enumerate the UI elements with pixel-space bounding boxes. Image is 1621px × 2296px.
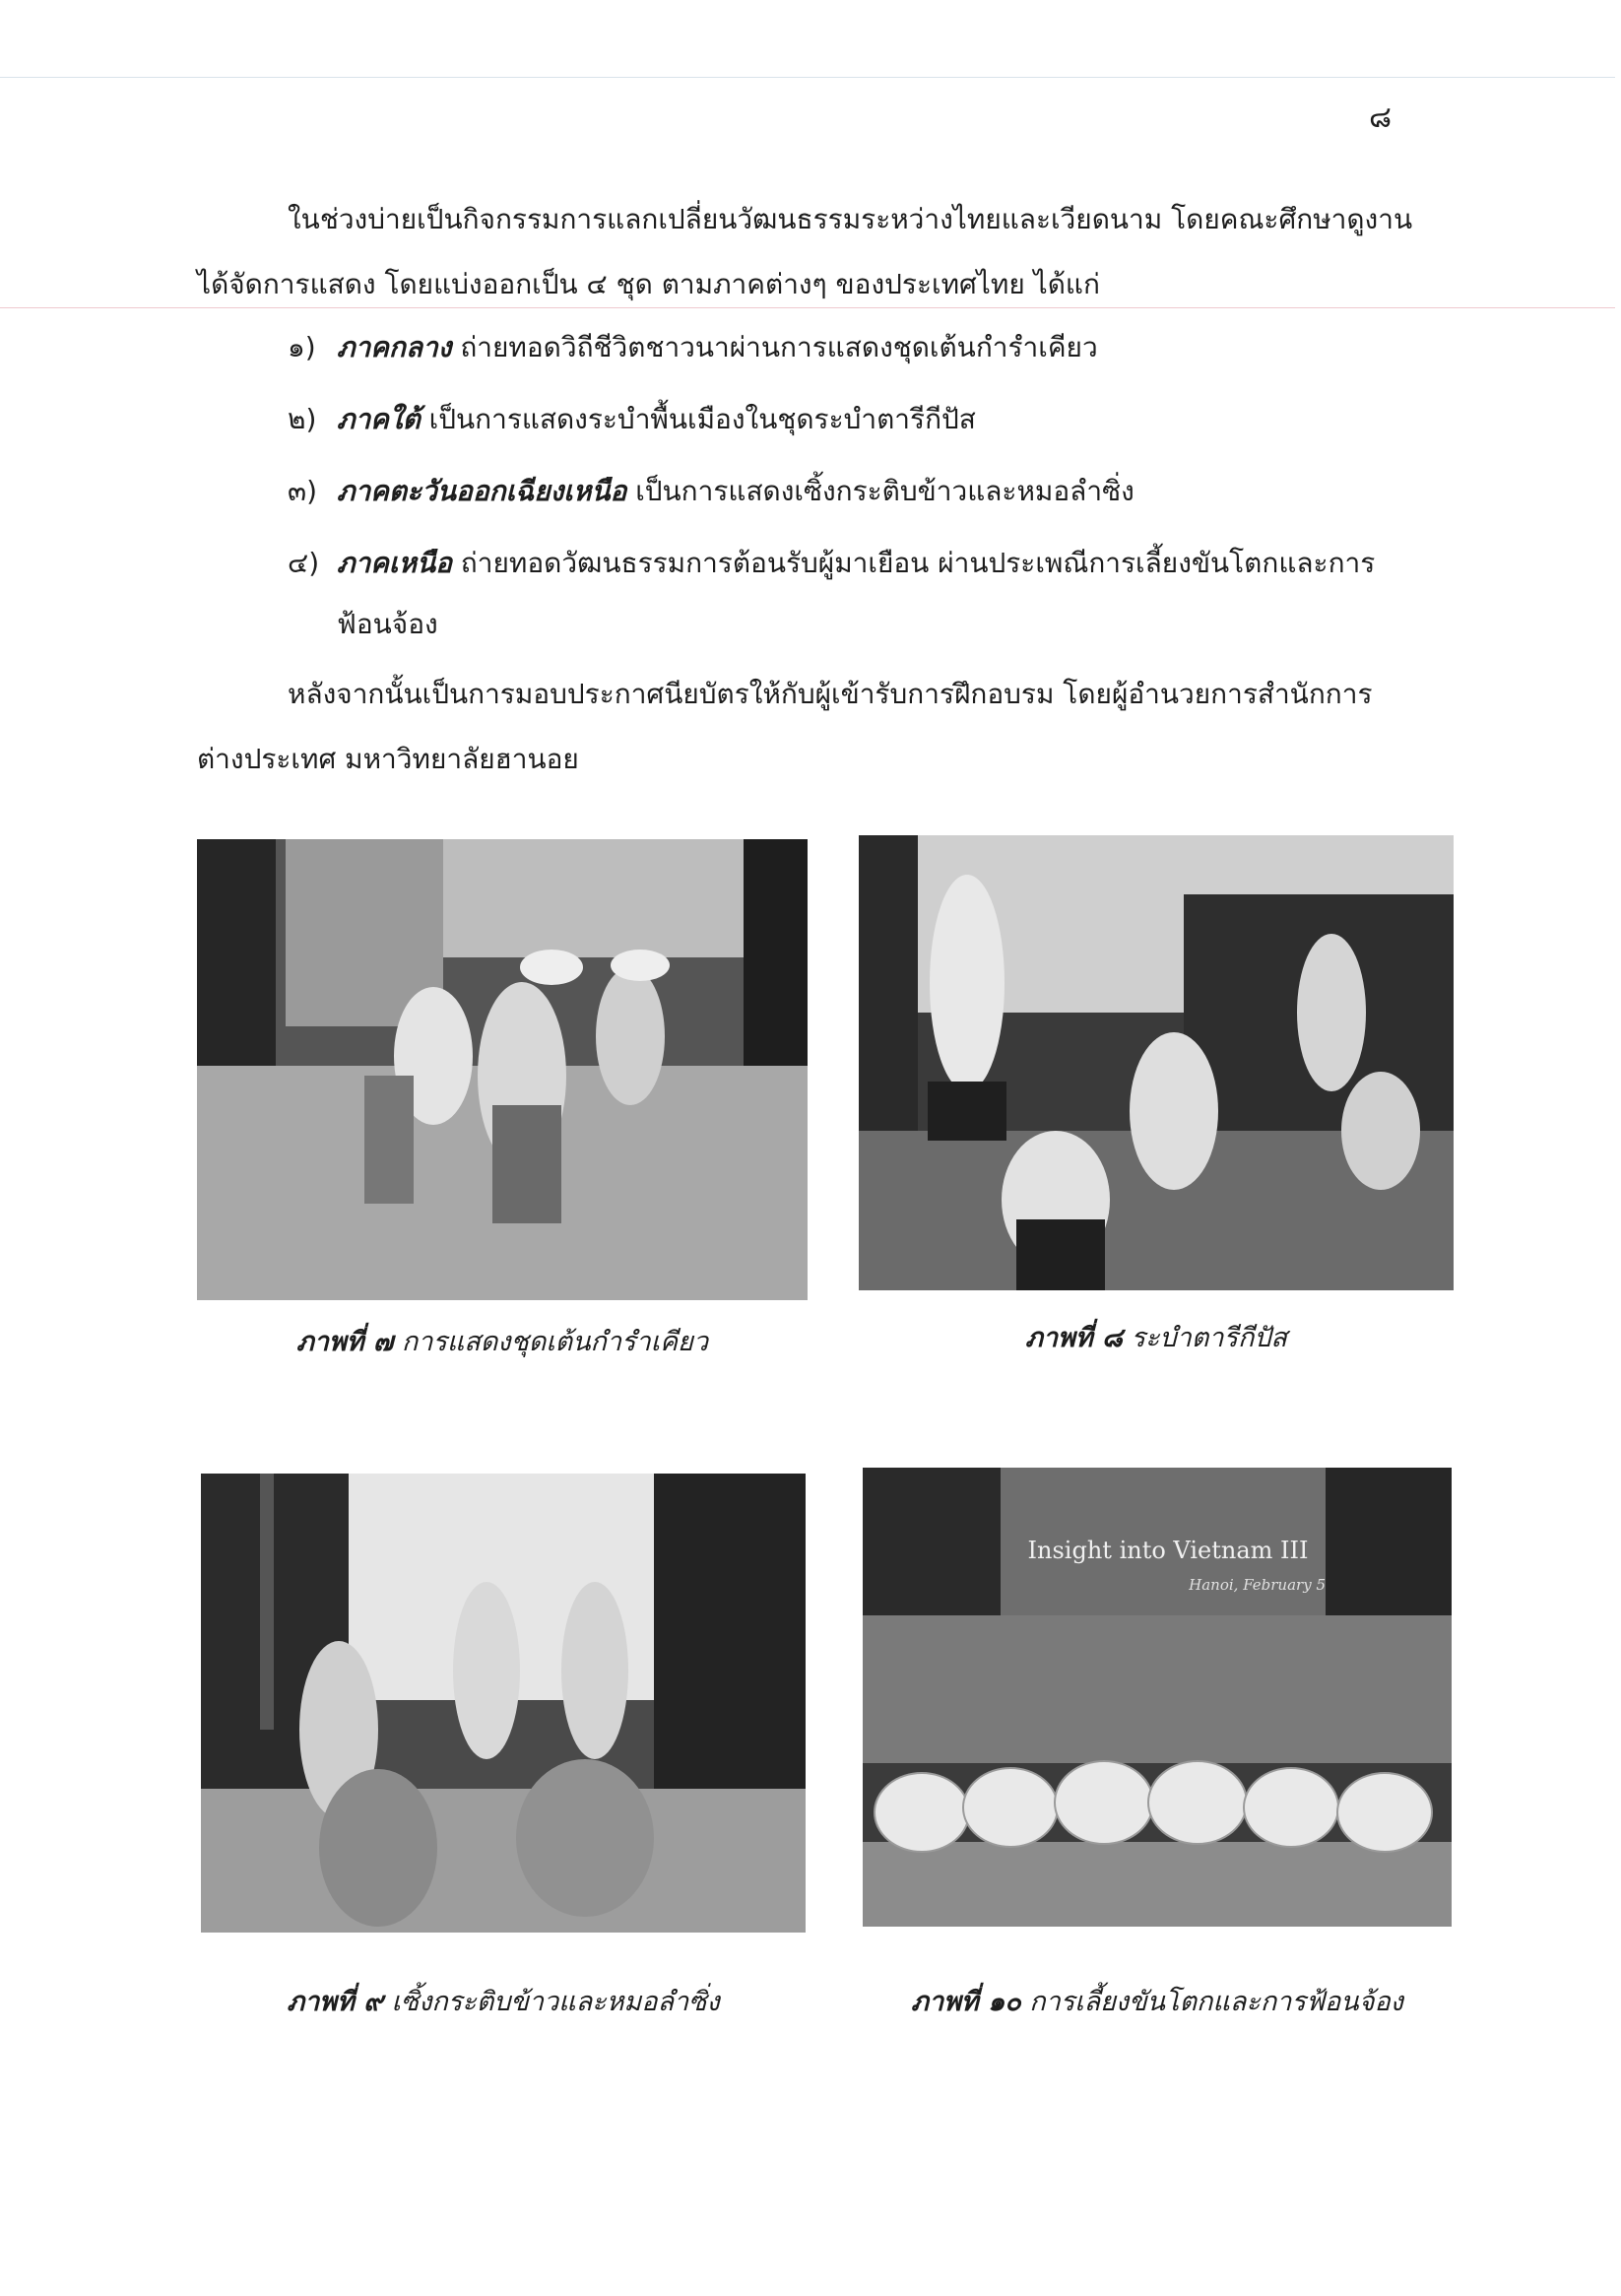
list-number: ๔)	[288, 547, 320, 579]
list-item	[288, 317, 1420, 378]
figure-caption	[863, 1980, 1452, 2022]
figure-caption	[859, 1316, 1454, 1358]
list-item	[288, 389, 1420, 450]
photo-group-umbrellas	[863, 1468, 1452, 1927]
photo-illustration	[197, 839, 808, 1300]
list-number: ๑)	[288, 331, 316, 363]
list-text: ถ่ายทอดวัฒนธรรมการต้อนรับผู้มาเยือน ผ่านประเพณีการเลี้ยงขันโตกและการฟ้อนจ้อง	[337, 547, 1376, 640]
list-number: ๓)	[288, 475, 318, 507]
figure-caption	[201, 1980, 806, 2022]
figure-caption-text: ระบำตารีกีปัส	[1122, 1323, 1287, 1353]
scan-line	[0, 77, 1615, 78]
figure-caption-text: การแสดงชุดเต้นกำรำเคียว	[393, 1327, 708, 1357]
figure-caption	[197, 1320, 808, 1362]
region-name: ภาคใต้	[337, 403, 421, 435]
intro-paragraph	[197, 187, 1418, 317]
page-number: ๘	[1369, 100, 1393, 135]
region-list	[288, 317, 1420, 666]
figure-label: ภาพที่ ๑๐	[911, 1987, 1021, 2017]
list-text: เป็นการแสดงเซิ้งกระติบข้าวและหมอลำซิ่ง	[626, 475, 1135, 507]
list-text: ถ่ายทอดวิถีชีวิตชาวนาผ่านการแสดงชุดเต้นกำรำเคียว	[451, 331, 1098, 363]
list-number: ๒)	[288, 403, 317, 435]
banner-subtitle: Hanoi, February 5	[1189, 1576, 1326, 1594]
list-item	[288, 533, 1420, 655]
figure-label: ภาพที่ ๙	[287, 1987, 384, 2017]
region-name: ภาคเหนือ	[337, 547, 452, 579]
photo-illustration	[859, 835, 1454, 1290]
closing-text: หลังจากนั้นเป็นการมอบประกาศนียบัตรให้กับผู้เข้ารับการฝึกอบรม โดยผู้อำนวยการสำนักการต่างประเทศ มหาวิทยาลัยฮานอย	[197, 678, 1373, 775]
region-name: ภาคตะวันออกเฉียงเหนือ	[337, 475, 627, 507]
banner-title: Insight into Vietnam III	[1027, 1537, 1309, 1564]
figure-label: ภาพที่ ๗	[296, 1327, 394, 1357]
figure-label: ภาพที่ ๘	[1025, 1323, 1123, 1353]
intro-text: ในช่วงบ่ายเป็นกิจกรรมการแลกเปลี่ยนวัฒนธรรมระหว่างไทยและเวียดนาม โดยคณะศึกษาดูงานได้จัดการแสดง โดยแบ่งออกเป็น ๔ ชุด ตามภาคต่างๆ ของประเทศไทย ได้แก่	[197, 203, 1413, 300]
closing-paragraph	[197, 662, 1418, 792]
photo-dance-rice-harvest	[197, 839, 808, 1300]
photo-tari-kipas-dance	[859, 835, 1454, 1290]
list-text: เป็นการแสดงระบำพื้นเมืองในชุดระบำตารีกีปัส	[420, 403, 976, 435]
region-name: ภาคกลาง	[337, 331, 452, 363]
figure-caption-text: เซิ้งกระติบข้าวและหมอลำซิ่ง	[383, 1987, 720, 2017]
list-item	[288, 461, 1420, 522]
photo-illustration	[201, 1474, 806, 1933]
figure-caption-text: การเลี้ยงขันโตกและการฟ้อนจ้อง	[1020, 1987, 1403, 2017]
photo-serng-kratib-khao	[201, 1474, 806, 1933]
